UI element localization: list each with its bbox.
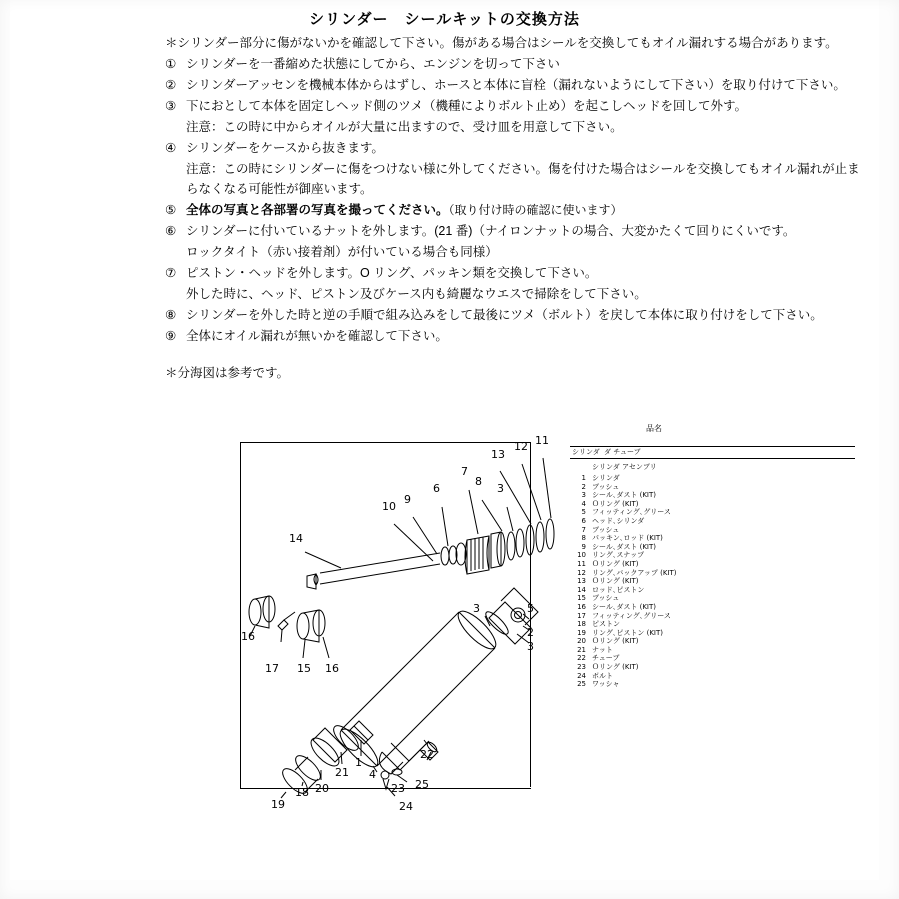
parts-row-index: 6 (581, 516, 586, 525)
callout-8: 8 (475, 475, 482, 488)
parts-row-index: 14 (577, 585, 586, 594)
callout-10: 10 (382, 500, 396, 513)
parts-row-index: 13 (577, 577, 586, 586)
parts-list-group-title (570, 463, 855, 472)
callout-13: 13 (491, 448, 505, 461)
parts-row-24 (570, 672, 855, 681)
parts-list-header-label: 品名 (646, 424, 662, 433)
step-4 (165, 138, 865, 158)
parts-row-18 (570, 620, 855, 629)
step-7-note (165, 284, 865, 304)
step-7 (165, 263, 865, 283)
footnote-text: ＊分海図は参考です。 (165, 366, 290, 380)
parts-row-index: 9 (581, 542, 586, 551)
parts-row-name: Ｏリング (KIT) (592, 499, 639, 508)
step-4-note-text: 注意：この時にシリンダーに傷をつけない様に外してください。傷を付けた場合はシールを交換してもオイル漏れが止まらなくなる可能性が御座います。 (186, 162, 860, 196)
step-6-note-text: ロックタイト（赤い接着剤）が付いている場合も同様） (186, 245, 498, 259)
callout-5: 5 (527, 602, 534, 615)
footnote (165, 363, 865, 383)
parts-row-index: 10 (577, 551, 586, 560)
step-4-number: ④ (165, 141, 177, 155)
parts-row-name: ブッシュ (592, 594, 620, 603)
callout-24: 24 (399, 800, 413, 813)
parts-row-10 (570, 551, 855, 560)
parts-row-name: ピストン (592, 620, 620, 629)
step-2 (165, 75, 865, 95)
parts-list-subheader (570, 447, 855, 459)
step-7-number: ⑦ (165, 266, 177, 280)
parts-list-group-title-text: シリンダ アセンブリ (592, 463, 657, 471)
parts-row-index: 15 (577, 594, 586, 603)
step-1 (165, 54, 865, 74)
step-3 (165, 96, 865, 116)
step-4-text: シリンダーをケースから抜きます。 (186, 141, 384, 155)
parts-row-name: Ｏリング (KIT) (592, 637, 639, 646)
parts-row-name: ブッシュ (592, 482, 620, 491)
step-4-note (165, 159, 865, 199)
parts-row-index: 5 (581, 508, 586, 517)
parts-row-12 (570, 569, 855, 578)
callout-6: 6 (433, 482, 440, 495)
parts-row-index: 25 (577, 680, 586, 689)
parts-row-index: 4 (581, 499, 586, 508)
parts-row-name: シール､ダスト (KIT) (592, 491, 656, 500)
step-3-text: 下におとして本体を固定しヘッド側のツメ（機種によりボルト止め）を起こしヘッドを回して外す。 (186, 99, 748, 113)
parts-row-19 (570, 629, 855, 638)
parts-row-22 (570, 654, 855, 663)
parts-row-index: 2 (581, 482, 586, 491)
callout-15: 15 (297, 662, 311, 675)
parts-row-23 (570, 663, 855, 672)
step-8-number: ⑧ (165, 308, 177, 322)
parts-row-index: 18 (577, 620, 586, 629)
parts-row-index: 24 (577, 671, 586, 680)
step-8 (165, 305, 865, 325)
parts-row-7 (570, 526, 855, 535)
parts-row-index: 7 (581, 525, 586, 534)
step-7-text: ピストン・ヘッドを外します。O リング、パッキン類を交換して下さい。 (186, 266, 598, 280)
parts-row-16 (570, 603, 855, 612)
parts-row-21 (570, 646, 855, 655)
step-3-note-text: 注意：この時に中からオイルが大量に出ますので、受け皿を用意して下さい。 (186, 120, 623, 134)
parts-row-index: 16 (577, 602, 586, 611)
parts-row-25 (570, 680, 855, 689)
parts-row-9 (570, 543, 855, 552)
parts-row-index: 23 (577, 663, 586, 672)
callout-4: 4 (369, 768, 376, 781)
step-8-text: シリンダーを外した時と逆の手順で組み込みをして最後にツメ（ボルト）を戻して本体に取り付けをして下さい。 (186, 308, 823, 322)
callout-21: 21 (335, 766, 349, 779)
step-6-text: シリンダーに付いているナットを外します。(21 番)（ナイロンナットの場合、大変かたくて回りにくいです。 (186, 224, 796, 238)
parts-row-index: 20 (577, 637, 586, 646)
step-7-note-text: 外した時に、ヘッド、ピストン及びケース内も綺麗なウエスで掃除をして下さい。 (186, 287, 647, 301)
parts-row-name: ヘッド､シリンダ (592, 516, 645, 525)
parts-row-name: フィッティング､グリース (592, 508, 671, 517)
step-5 (165, 200, 865, 220)
callout-17: 17 (265, 662, 279, 675)
callout-14: 14 (289, 532, 303, 545)
parts-row-name: リング､バックアップ (KIT) (592, 568, 677, 577)
parts-row-index: 8 (581, 534, 586, 543)
parts-row-14 (570, 586, 855, 595)
parts-row-index: 22 (577, 654, 586, 663)
parts-row-name: Ｏリング (KIT) (592, 559, 639, 568)
parts-row-name: リング､スナップ (592, 551, 645, 560)
parts-row-8 (570, 534, 855, 543)
callout-25: 25 (415, 778, 429, 791)
parts-row-name: Ｏリング (KIT) (592, 577, 639, 586)
callout-18: 18 (295, 786, 309, 799)
intro-text: ＊シリンダー部分に傷がないかを確認して下さい。傷がある場合はシールを交換してもオイル漏れする場合があります。 (165, 36, 838, 50)
parts-row-17 (570, 612, 855, 621)
step-9 (165, 326, 865, 346)
callout-3-lower: 3 (527, 640, 534, 653)
exploded-diagram (145, 424, 875, 850)
paragraph-spacer (165, 347, 865, 363)
step-6-number: ⑥ (165, 224, 177, 238)
step-3-note (165, 117, 865, 137)
page-sheet (10, 0, 879, 880)
parts-row-name: Ｏリング (KIT) (592, 663, 639, 672)
step-1-number: ① (165, 57, 177, 71)
callout-16-mid: 16 (325, 662, 339, 675)
callout-9: 9 (404, 493, 411, 506)
step-6 (165, 221, 865, 241)
callout-16-left: 16 (241, 630, 255, 643)
parts-row-13 (570, 577, 855, 586)
parts-row-4 (570, 500, 855, 509)
page-title: シリンダー シールキットの交換方法 (309, 11, 580, 28)
parts-row-name: ロッド､ピストン (592, 585, 645, 594)
parts-row-index: 12 (577, 568, 586, 577)
callout-20: 20 (315, 782, 329, 795)
parts-row-name: パッキン､ロッド (KIT) (592, 534, 663, 543)
step-9-number: ⑨ (165, 329, 177, 343)
callout-1: 1 (355, 756, 362, 769)
step-3-number: ③ (165, 99, 177, 113)
callout-19: 19 (271, 798, 285, 811)
parts-row-name: チューブ (592, 654, 620, 663)
step-2-text: シリンダーアッセンを機械本体からはずし、ホースと本体に盲栓（漏れないようにして下さい）を取り付けて下さい。 (186, 78, 846, 92)
parts-row-index: 19 (577, 628, 586, 637)
parts-row-15 (570, 594, 855, 603)
parts-row-index: 3 (581, 491, 586, 500)
parts-row-name: ボルト (592, 671, 613, 680)
parts-list-rows (570, 459, 855, 689)
parts-row-index: 17 (577, 611, 586, 620)
intro-paragraph (165, 33, 865, 53)
callout-7: 7 (461, 465, 468, 478)
parts-row-name: シール､ダスト (KIT) (592, 542, 656, 551)
instructions-body (165, 33, 865, 384)
parts-row-3 (570, 491, 855, 500)
parts-row-index: 11 (577, 559, 586, 568)
callout-3-tube: 3 (473, 602, 480, 615)
parts-row-6 (570, 517, 855, 526)
step-5-text: 全体の写真と各部署の写真を撮ってください。 (186, 203, 449, 217)
parts-list-sub-left: シリンダ (572, 448, 600, 456)
parts-row-name: シール､ダスト (KIT) (592, 602, 656, 611)
parts-list-sub-right: ダ チューブ (604, 448, 641, 456)
parts-row-name: ワッシャ (592, 680, 620, 689)
parts-row-20 (570, 637, 855, 646)
parts-row-2 (570, 483, 855, 492)
step-5-suffix: （取り付け時の確認に使います） (448, 203, 623, 217)
parts-row-11 (570, 560, 855, 569)
parts-row-name: リング､ピストン (KIT) (592, 628, 663, 637)
callout-12: 12 (514, 440, 528, 453)
step-9-text: 全体にオイル漏れが無いかを確認して下さい。 (186, 329, 448, 343)
parts-row-name: フィッティング､グリース (592, 611, 671, 620)
parts-row-index: 21 (577, 645, 586, 654)
callout-3-upper: 3 (497, 482, 504, 495)
callout-23: 23 (391, 782, 405, 795)
step-5-number: ⑤ (165, 203, 177, 217)
parts-list (570, 425, 855, 689)
parts-row-name: シリンダ (592, 474, 620, 482)
parts-row-name: ブッシュ (592, 525, 620, 534)
parts-list-header (570, 425, 855, 447)
parts-row-index: 1 (581, 474, 586, 482)
callout-2: 2 (527, 626, 534, 639)
step-6-note (165, 242, 865, 262)
callout-22: 22 (420, 748, 434, 761)
parts-row-5 (570, 508, 855, 517)
parts-row-name: ナット (592, 645, 613, 654)
step-2-number: ② (165, 78, 177, 92)
callout-11: 11 (535, 434, 549, 447)
step-1-text: シリンダーを一番縮めた状態にしてから、エンジンを切って下さい (186, 57, 560, 71)
parts-row-1 (570, 474, 855, 483)
